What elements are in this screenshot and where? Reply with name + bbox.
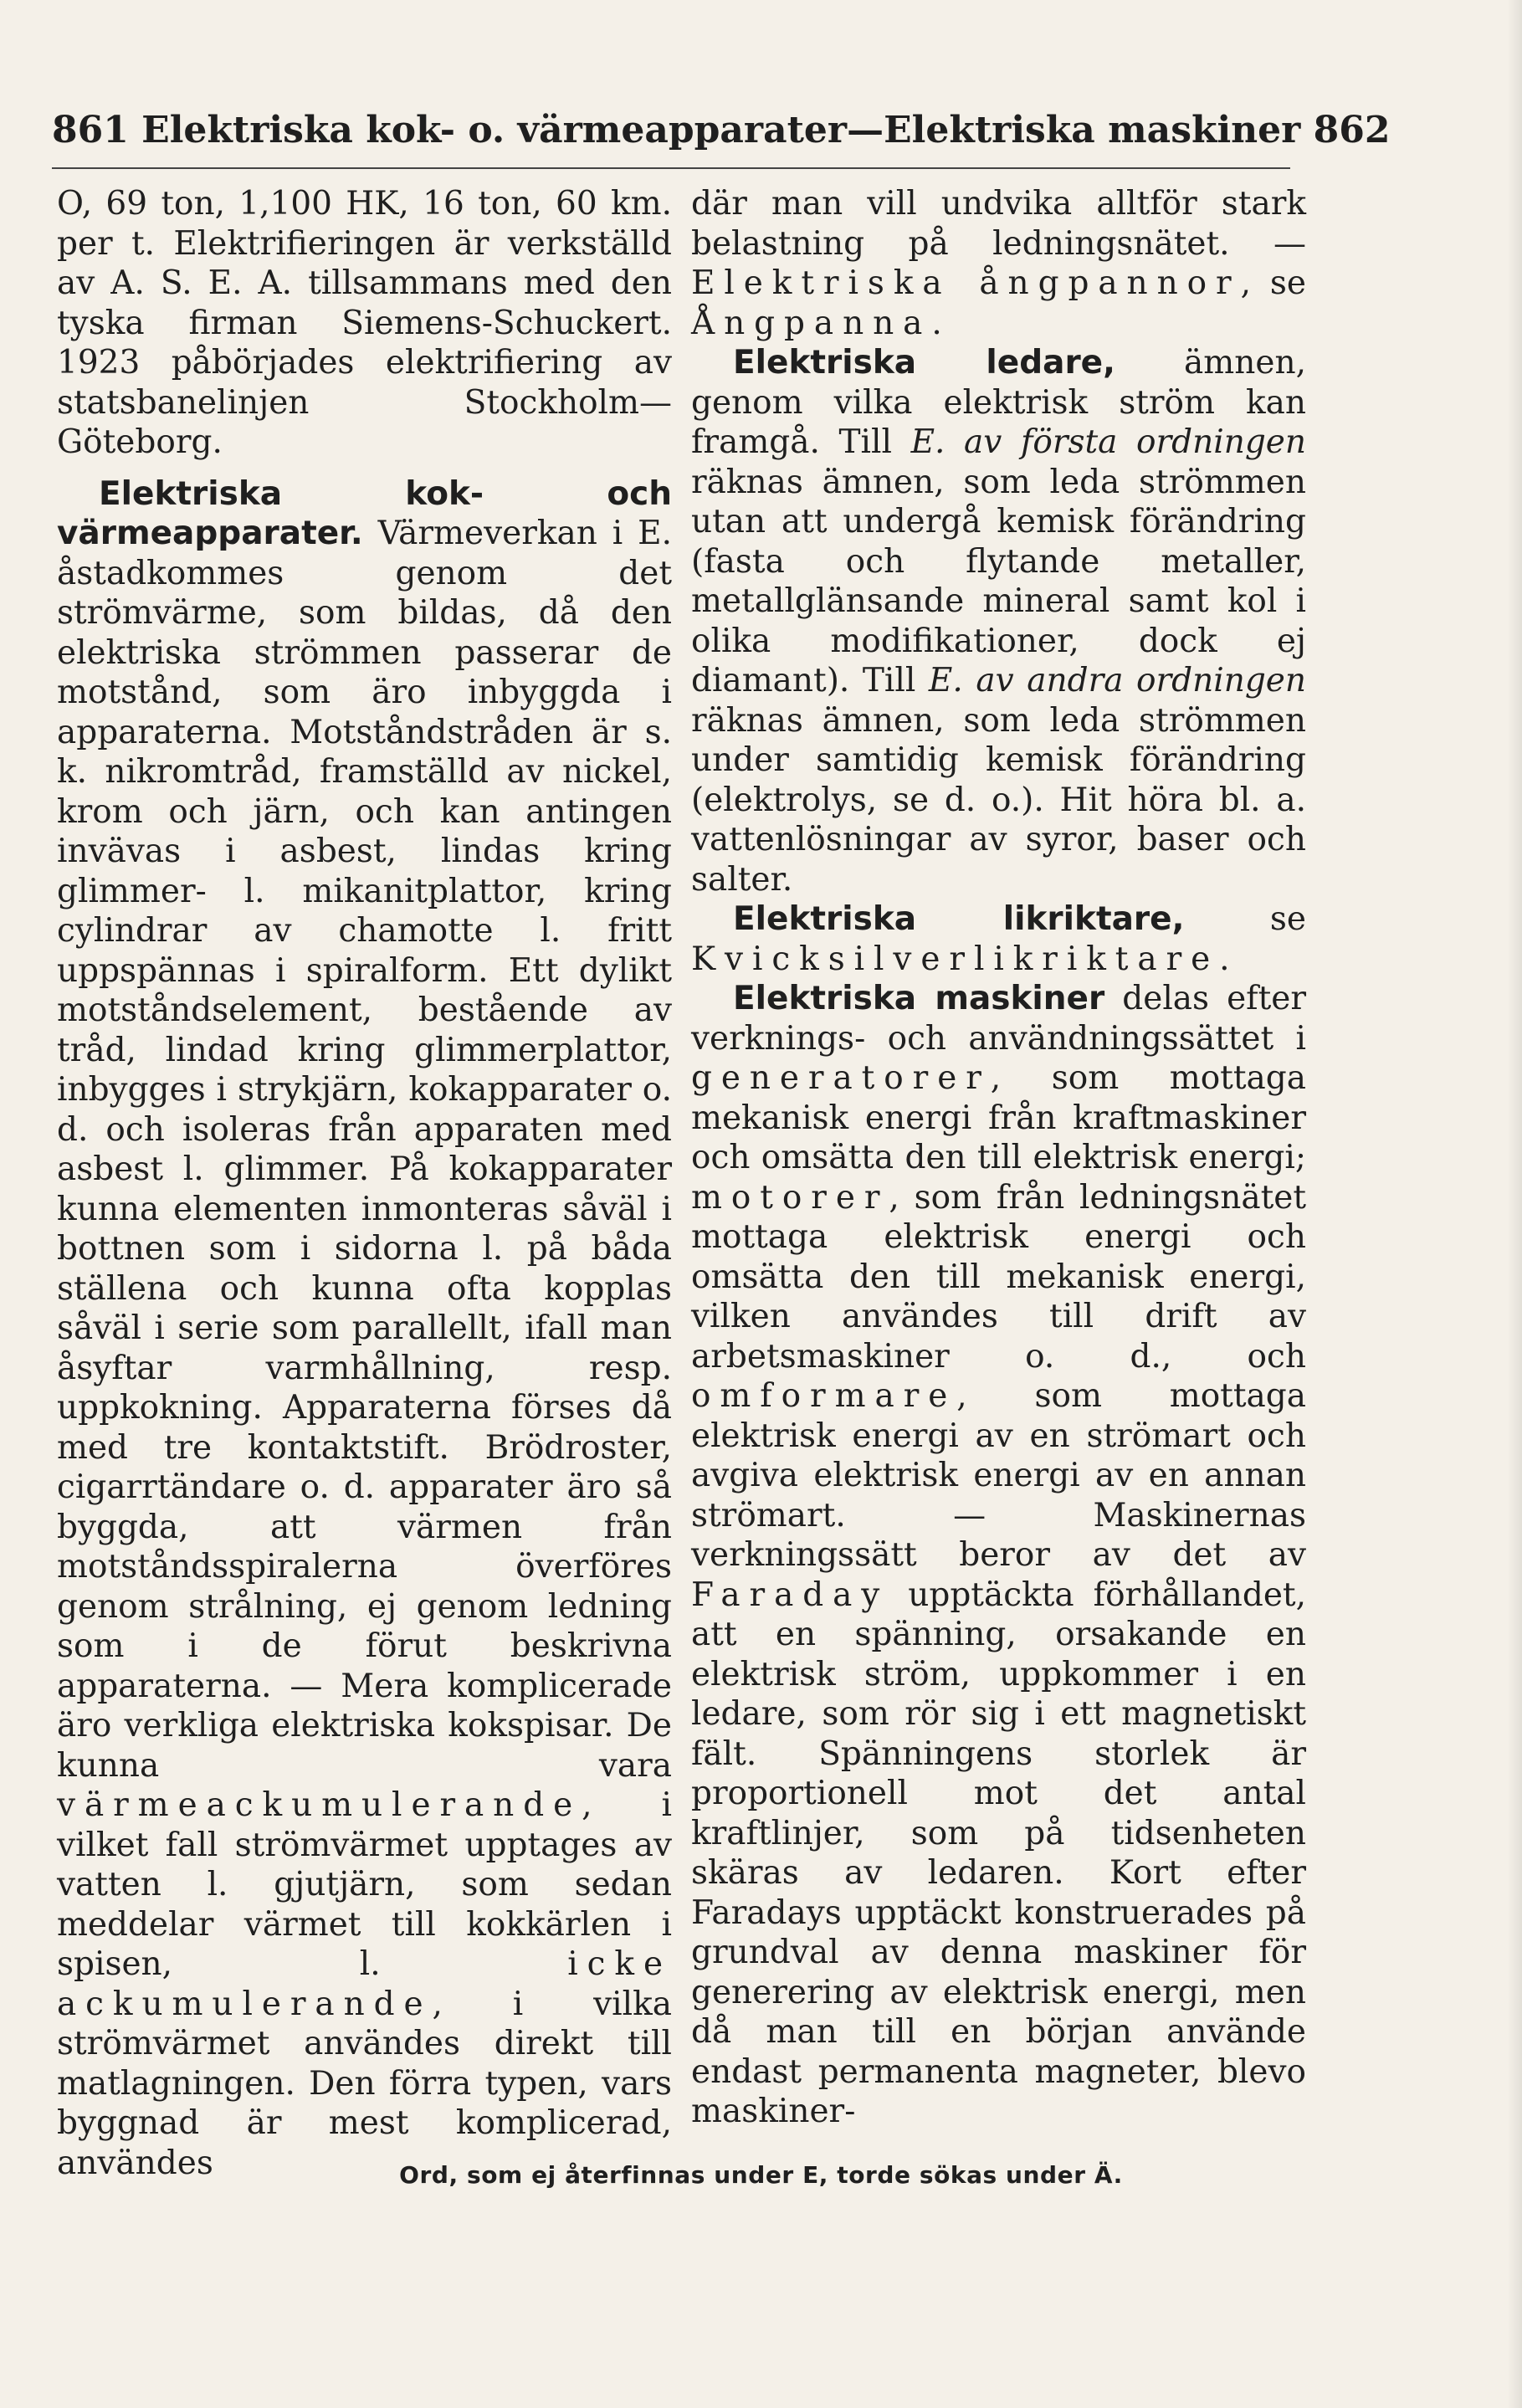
entry-elektriska-ledare [691,343,1306,899]
entry-elektriska-likriktare [691,899,1306,979]
entry-text: . [1219,940,1230,978]
entry-kok-och-varmeapparater [57,474,672,2184]
entry-text: delas efter verknings- och användningssättet i [691,980,1306,1058]
entry-text: , som mottaga elektrisk energi av en strömart och avgiva elektrisk energi av en annan strömart. — Maskinernas verkningssätt beror av det av [691,1377,1306,1574]
entry-text: , i vilka strömvärmet användes direkt till matlagningen. Den förra typen, vars byggnad är mest komplicerad, användes [57,1985,672,2182]
spaced-term: Elektriska ångpannor [691,264,1241,302]
continuation-paragraph [691,184,1306,343]
entry-text: se [1184,900,1306,938]
entry-text: , som mottaga mekanisk energi från kraftmaskiner och omsätta den till elektrisk energi; [691,1059,1306,1176]
italic-term: E. av första ordningen [910,423,1307,461]
entry-text: , se [1240,264,1306,302]
header-text: 861 Elektriska kok- o. värmeapparater—Elektriska maskiner 862 [52,109,1391,151]
page-edge-shadow [1507,0,1522,2408]
entry-text: ämnen, genom vilka elektrisk ström kan framgå. Till [691,344,1306,461]
spaced-term: värmeackumulerande [57,1786,582,1824]
cross-reference: Kvicksilverlikriktare [691,940,1220,978]
spaced-term: omformare [691,1377,957,1415]
cross-reference: Ångpanna [691,304,932,342]
entry-text: , som från ledningsnätet mottaga elektrisk energi och omsätta den till mekanisk energi, vilken användes till drift av arbetsmaskiner o. d., och [691,1178,1306,1376]
continuation-paragraph: O, 69 ton, 1,100 HK, 16 ton, 60 km. per t. Elektrifieringen är verkställd av A. S. E. A. tillsammans med den tyska firman Siemens-Schuckert. 1923 påbörjades elektrifiering av statsbanelinjen Stockholm—Göteborg. [57,185,672,461]
entry-text: upptäckta förhållandet, att en spänning, orsakande en elektrisk ström, uppkommer i en ledare, som rör sig i ett magnetiskt fält. Spänningens storlek är proportionell mot det antal kraftlinjer, som på tidsenheten skäras av ledaren. Kort efter Faradays upptäckt konstruerades på grundval av denna maskiner för generering av elektrisk energi, men då man till en början använde endast permanenta magneter, blevo maskiner- [691,1575,1306,2130]
entry-text: . [931,304,942,342]
entry-text: Värmeverkan i E. åstadkommes genom det strömvärme, som bildas, då den elektriska strömmen passerar de motstånd, som äro inbyggda i apparaterna. Motståndstråden är s. k. nikromtråd, framställd av nickel, krom och järn, och kan antingen invävas i asbest, lindas kring glimmer- l. mikanitplattor, kring cylindrar av chamotte l. fritt uppspännas i spiralform. Ett dylikt motståndselement, bestående av tråd, lindad kring glimmerplattor, inbygges i strykjärn, kokapparater o. d. och isoleras från apparaten med asbest l. glimmer. På kokapparater kunna elementen inmonteras såväl i bottnen som i sidorna l. på båda ställena och kunna ofta kopplas såväl i serie som parallellt, ifall man åsyftar varmhållning, resp. uppkokning. Apparaterna förses då med tre kontaktstift. Brödroster, cigarrtändare o. d. apparater äro så byggda, att värmen från motståndsspiralerna överföres genom strålning, ej genom ledning som i de förut beskrivna apparaterna. — Mera komplicerade äro verkliga elektriska kokspisar. De kunna vara [57,515,672,1785]
entry-text: räknas ämnen, som leda strömmen utan att undergå kemisk förändring (fasta och flytande metaller, metallglänsande mineral samt kol i olika modifikationer, dock ej diamant). Till [691,463,1306,699]
header-rule [52,167,1290,169]
spaced-term: generatorer [691,1059,991,1097]
entry-text: räknas ämnen, som leda strömmen under samtidig kemisk förändring (elektrolys, se d. o.). Hit höra bl. a. vattenlösningar av syror, baser och salter. [691,701,1306,899]
entry-text: där man vill undvika alltför stark belastning på ledningsnätet. — [691,185,1306,263]
entry-headword: Elektriska likriktare, [733,900,1185,938]
entry-headword: Elektriska ledare, [733,344,1115,382]
entry-headword: Elektriska kok- och värmeapparater. [57,474,672,552]
italic-term: E. av andra ordningen [928,662,1306,699]
entry-headword: Elektriska maskiner [733,980,1105,1017]
entry-spacer [57,463,672,474]
spaced-term: icke ackumulerande [57,1945,672,2023]
entry-elektriska-maskiner [691,979,1306,2132]
footer-note: Ord, som ej återfinnas under E, torde sökas under Ä. [399,2161,1123,2189]
running-header [52,100,1391,161]
spaced-term: Faraday [691,1575,889,1614]
right-column [691,184,1306,2132]
spaced-term: motorer [691,1178,889,1217]
left-column [57,184,672,2183]
entry-text: , i vilket fall strömvärmet upptages av vatten l. gjutjärn, som sedan meddelar värmet till kokkärlen i spisen, l. [57,1786,672,1983]
